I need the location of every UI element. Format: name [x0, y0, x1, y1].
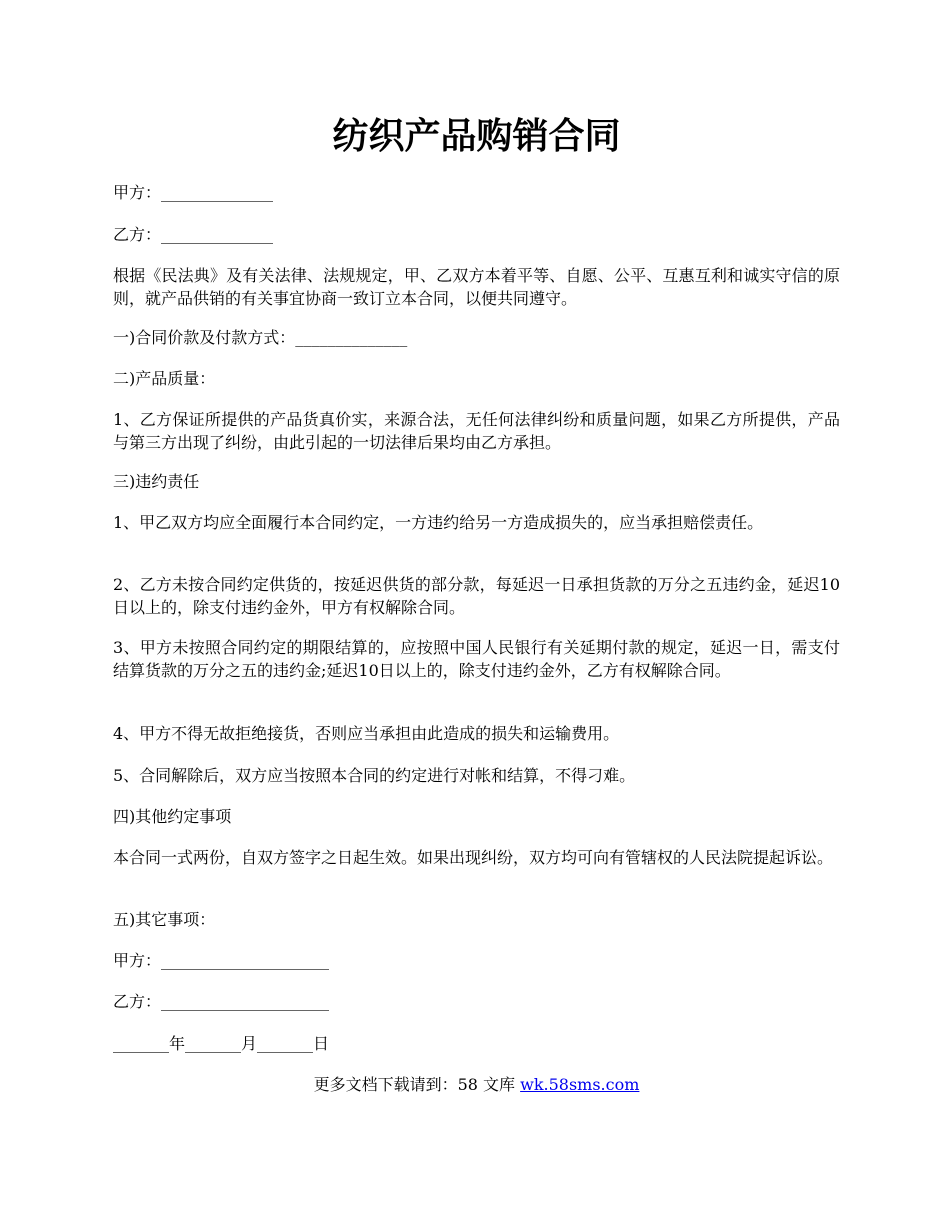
section-3-item-3: 3、甲方未按照合同约定的期限结算的，应按照中国人民银行有关延期付款的规定，延迟一日，需支付结算货款的万分之五的违约金;延迟10日以上的，除支付违约金外，乙方有权解除合同。: [113, 638, 840, 680]
signature-party-b: 乙方：_____________________: [113, 992, 330, 1011]
section-4-paragraph: 本合同一式两份，自双方签字之日起生效。如果出现纠纷，双方均可向有管辖权的人民法院提起诉讼。: [113, 848, 834, 867]
party-b-line: 乙方：______________: [113, 225, 274, 244]
section-3-item-4: 4、甲方不得无故拒绝接货，否则应当承担由此造成的损失和运输费用。: [113, 724, 620, 743]
footer-link[interactable]: wk.58sms.com: [520, 1075, 640, 1094]
section-2-heading: 二)产品质量：: [113, 369, 216, 388]
section-5-heading: 五)其它事项：: [113, 910, 216, 929]
section-1-heading: 一)合同价款及付款方式：______________: [113, 328, 408, 347]
section-3-heading: 三)违约责任: [113, 472, 200, 491]
preamble-paragraph: 根据《民法典》及有关法律、法规规定，甲、乙双方本着平等、自愿、公平、互惠互利和诚实守信的原则，就产品供销的有关事宜协商一致订立本合同，以便共同遵守。: [113, 266, 840, 308]
party-a-line: 甲方：______________: [113, 183, 274, 202]
section-2-item-1: 1、乙方保证所提供的产品货真价实，来源合法，无任何法律纠纷和质量问题，如果乙方所提供，产品与第三方出现了纠纷，由此引起的一切法律后果均由乙方承担。: [113, 410, 840, 452]
document-title: 纺织产品购销合同: [332, 115, 621, 157]
section-3-item-2: 2、乙方未按合同约定供货的，按延迟供货的部分款，每延迟一日承担货款的万分之五违约金，延迟10日以上的，除支付违约金外，甲方有权解除合同。: [113, 575, 840, 617]
section-3-item-1: 1、甲乙双方均应全面履行本合同约定，一方违约给另一方造成损失的，应当承担赔偿责任。: [113, 513, 764, 532]
date-line: _______年_______月_______日: [113, 1034, 330, 1053]
section-4-heading: 四)其他约定事项: [113, 807, 232, 826]
section-3-item-5: 5、合同解除后，双方应当按照本合同的约定进行对帐和结算，不得刁难。: [113, 766, 636, 785]
footer-text: 更多文档下载请到：58 文库: [313, 1075, 521, 1094]
footer: [113, 1073, 840, 1096]
signature-party-a: 甲方：_____________________: [113, 951, 330, 970]
